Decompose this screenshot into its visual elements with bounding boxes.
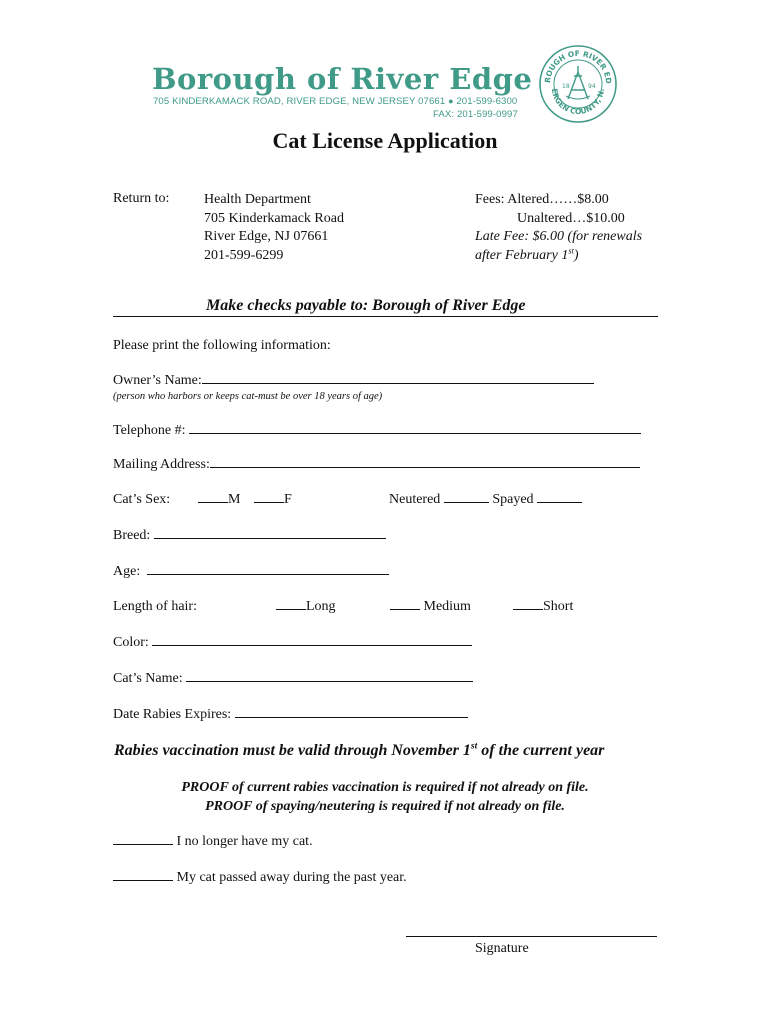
- age-field[interactable]: [147, 573, 389, 575]
- rabies-notice-text: Rabies vaccination must be valid through November 1: [114, 742, 471, 759]
- late-fee-close: ): [573, 247, 579, 263]
- mailing-address-row: [113, 457, 640, 473]
- svg-text:BOROUGH OF RIVER EDGE: ROUGH OF RIVER ED: [542, 48, 614, 85]
- telephone-row: [113, 423, 641, 439]
- return-line: Health Department: [204, 192, 311, 207]
- breed-label: Breed:: [113, 528, 151, 543]
- passed-away-row: [113, 870, 407, 886]
- return-line: 201-599-6299: [204, 247, 284, 263]
- return-line: 705 Kinderkamack Road: [204, 210, 344, 226]
- sex-m-blank[interactable]: [198, 501, 228, 503]
- breed-row: [113, 528, 386, 544]
- return-line: River Edge, NJ 07661: [204, 229, 329, 244]
- date-rabies-label: Date Rabies Expires:: [113, 707, 232, 722]
- owner-name-field[interactable]: [202, 382, 594, 384]
- address-text: 705 KINDERKAMACK ROAD, RIVER EDGE, NEW JERSEY 07661: [153, 96, 446, 107]
- fee-altered: Fees: Altered……$8.00: [475, 192, 609, 207]
- fees-block: [475, 191, 642, 265]
- hair-short-blank[interactable]: [513, 608, 543, 610]
- sex-f-blank[interactable]: [254, 501, 284, 503]
- signature-label: Signature: [475, 941, 529, 956]
- late-fee-sup: st: [568, 245, 574, 255]
- borough-name: Borough of River Edge: [152, 62, 533, 96]
- date-rabies-field[interactable]: [235, 716, 468, 718]
- owner-name-row: [113, 373, 594, 389]
- sex-m-label: M: [228, 492, 241, 507]
- neutered-spayed-row: [389, 492, 582, 508]
- age-label: Age:: [113, 564, 141, 579]
- spayed-label: Spayed: [492, 492, 534, 507]
- hair-long-option[interactable]: [276, 599, 336, 615]
- svg-text:94: 94: [588, 83, 596, 90]
- no-longer-label: I no longer have my cat.: [176, 834, 313, 849]
- passed-away-field[interactable]: [113, 879, 173, 881]
- passed-away-label: My cat passed away during the past year.: [176, 870, 407, 885]
- return-to-label: Return to:: [113, 191, 170, 206]
- return-address: [204, 191, 344, 265]
- length-of-hair-label: Length of hair:: [113, 599, 197, 614]
- proof-spay: PROOF of spaying/neutering is required if not already on file.: [205, 799, 565, 814]
- borough-address: [153, 96, 517, 107]
- color-field[interactable]: [152, 644, 472, 646]
- telephone-label: Telephone #:: [113, 423, 186, 438]
- phone-text: 201-599-6300: [456, 96, 518, 107]
- bullet-icon: ●: [448, 96, 454, 106]
- sex-f-label: F: [284, 492, 292, 507]
- telephone-field[interactable]: [189, 432, 641, 434]
- age-row: [113, 564, 389, 580]
- sex-f-option[interactable]: [254, 492, 292, 508]
- neutered-label: Neutered: [389, 492, 441, 507]
- no-longer-row: [113, 834, 313, 850]
- late-fee-line2: [475, 247, 642, 266]
- color-label: Color:: [113, 635, 149, 650]
- sex-m-option[interactable]: [198, 492, 240, 508]
- rabies-notice: [114, 742, 604, 760]
- signature-line[interactable]: [406, 936, 657, 937]
- checks-payable: Make checks payable to: Borough of River Edge: [206, 297, 526, 314]
- hair-medium-option[interactable]: [390, 599, 471, 615]
- borough-fax: FAX: 201-599-0997: [433, 109, 518, 120]
- no-longer-field[interactable]: [113, 843, 173, 845]
- mailing-address-field[interactable]: [210, 466, 640, 468]
- breed-field[interactable]: [154, 537, 386, 539]
- cats-name-field[interactable]: [186, 680, 473, 682]
- proof-rabies: PROOF of current rabies vaccination is required if not already on file.: [181, 780, 589, 795]
- hair-short-label: Short: [543, 599, 574, 614]
- hair-medium-label: Medium: [423, 599, 471, 614]
- instructions: Please print the following information:: [113, 338, 331, 353]
- hair-short-option[interactable]: [513, 599, 573, 615]
- checks-underline: [113, 316, 658, 317]
- date-rabies-row: [113, 707, 468, 723]
- owner-name-label: Owner’s Name:: [113, 373, 202, 388]
- neutered-field[interactable]: [444, 501, 489, 503]
- late-fee-line1: Late Fee: $6.00 (for renewals: [475, 229, 643, 244]
- rabies-notice-tail: of the current year: [477, 742, 605, 759]
- late-fee-text: after February 1: [475, 247, 569, 263]
- page-title: Cat License Application: [272, 128, 498, 153]
- cats-sex-label: Cat’s Sex:: [113, 492, 171, 507]
- cats-name-row: [113, 671, 473, 687]
- fee-unaltered: Unaltered…$10.00: [517, 210, 625, 226]
- hair-long-label: Long: [306, 599, 336, 614]
- hair-medium-blank[interactable]: [390, 608, 420, 610]
- hair-long-blank[interactable]: [276, 608, 306, 610]
- mailing-address-label: Mailing Address:: [113, 457, 210, 472]
- cats-name-label: Cat’s Name:: [113, 671, 183, 686]
- spayed-field[interactable]: [537, 501, 582, 503]
- rabies-notice-sup: st: [470, 740, 478, 752]
- svg-text:BERGEN COUNTY, N.J.: ERGEN COUNTY, N.: [549, 87, 607, 117]
- borough-seal-icon: [538, 44, 618, 124]
- color-row: [113, 635, 472, 651]
- owner-note: (person who harbors or keeps cat-must be over 18 years of age): [113, 391, 383, 402]
- svg-text:18: 18: [562, 83, 570, 90]
